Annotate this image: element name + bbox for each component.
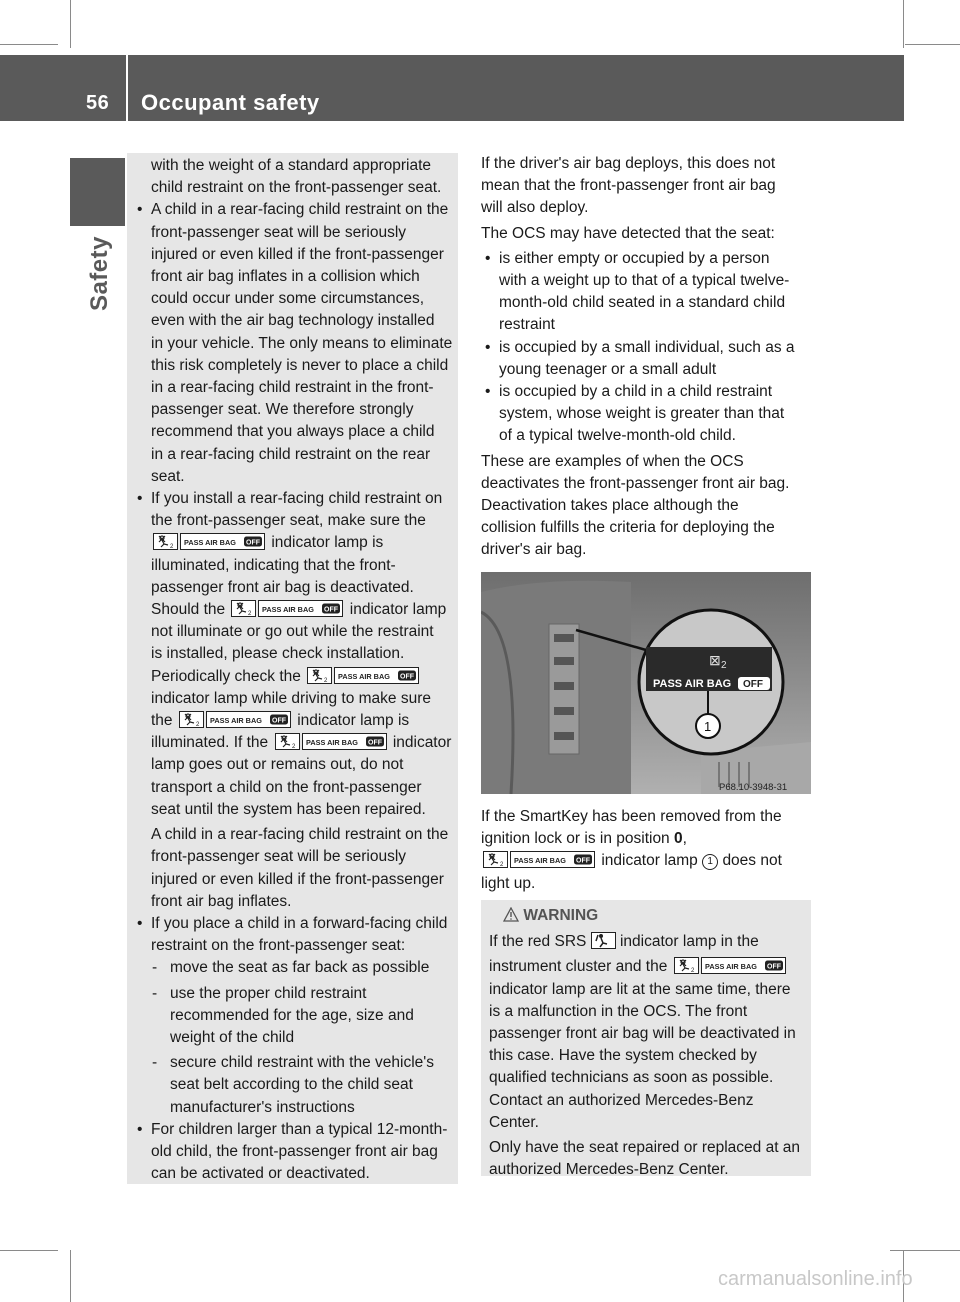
page-number: 56: [86, 92, 110, 114]
list-item: [481, 337, 814, 381]
text-fragment: indicator lamp: [601, 852, 698, 870]
svg-text:OFF: OFF: [367, 739, 382, 747]
text-line: old child, the front-passenger front air bag: [151, 1142, 438, 1160]
text-line: this risk completely is never to place a child: [151, 356, 449, 374]
svg-text:2: 2: [721, 660, 727, 671]
bullet-list: [481, 248, 814, 448]
text-line: of a typical twelve-month-old child.: [499, 427, 736, 445]
dashboard-photo: [481, 572, 811, 794]
text-line: young teenager or a small adult: [499, 360, 717, 378]
text-fragment: instrument cluster and the: [489, 958, 668, 976]
text-line: Contact an authorized Mercedes-Benz: [489, 1091, 754, 1109]
text-line: qualified technicians as soon as possible.: [489, 1069, 774, 1087]
text-line: injured or even killed if the front-passenger: [151, 870, 444, 888]
text-line: If you install a rear-facing child restraint on: [151, 490, 443, 508]
text-line: Deactivation takes place although the: [481, 497, 739, 515]
text-line: illuminated, indicating that the front-: [151, 556, 396, 574]
text-line: seat belt according to the child seat: [170, 1076, 413, 1094]
text-line: seat until the system has been repaired.: [151, 800, 426, 818]
warning-paragraph: [151, 824, 455, 913]
pass-air-bag-off-indicator-icon: [307, 667, 419, 684]
list-item: [133, 199, 455, 488]
warning-title: WARNING: [523, 907, 599, 924]
pass-air-bag-off-indicator-icon: [483, 851, 595, 868]
text-line: front air bag inflates.: [151, 892, 292, 910]
header-divider: [126, 55, 128, 121]
svg-text:1: 1: [704, 719, 712, 734]
svg-text:PASS AIR BAG: PASS AIR BAG: [338, 671, 391, 681]
crop-mark: [0, 1250, 58, 1251]
text-line: is a malfunction in the OCS. The front: [489, 1002, 748, 1020]
svg-text:2: 2: [324, 677, 328, 684]
text-fragment: Should the: [151, 601, 226, 619]
page-header: [0, 55, 904, 121]
svg-text:P68.10-3948-31: P68.10-3948-31: [719, 782, 788, 793]
callout-1-icon: 1: [702, 854, 718, 870]
bullet-icon: •: [485, 338, 491, 356]
text-line: passenger front air bag is deactivated.: [151, 578, 414, 596]
right-column: [481, 153, 814, 562]
text-line: restraint on the front-passenger seat:: [151, 937, 406, 955]
crop-mark: [0, 44, 58, 45]
text-line: lamp goes out or remains out, do not: [151, 756, 404, 774]
crop-mark: [70, 0, 71, 48]
text-line: recommend that you always place a child: [151, 423, 435, 441]
text-line: [151, 732, 455, 754]
pass-air-bag-off-indicator-icon: [153, 533, 265, 550]
text-line: in a rear-facing child restraint in the front-: [151, 379, 434, 397]
text-fragment: the: [151, 712, 173, 730]
crop-mark: [70, 1250, 71, 1302]
text-line: Center.: [489, 1113, 539, 1131]
text-line: this case. Have the system checked by: [489, 1047, 757, 1065]
text-line: If the SmartKey has been removed from the: [481, 808, 782, 825]
text-line: [151, 532, 455, 554]
text-line: use the proper child restraint: [170, 984, 367, 1002]
text-line: These are examples of when the OCS: [481, 452, 744, 470]
text-line: not illuminate or go out while the restraint: [151, 623, 434, 641]
warning-box: [481, 900, 811, 1179]
pass-air-bag-off-indicator-icon: [179, 711, 291, 728]
crop-mark: [890, 1250, 960, 1251]
text-line: is occupied by a child in a child restraint: [499, 383, 773, 401]
pass-air-bag-off-indicator-icon: [275, 733, 387, 750]
text-line: light up.: [481, 874, 536, 892]
text-line: deactivates the front-passenger front air bag.: [481, 474, 790, 492]
text-fragment: indicator: [392, 734, 452, 752]
text-line: passenger seat. We therefore strongly: [151, 401, 414, 419]
text-line: is occupied by a small individual, such as a: [499, 338, 795, 356]
text-line: collision fulfills the criteria for deploying the: [481, 519, 775, 537]
crop-mark: [905, 44, 960, 45]
text-line: front-passenger seat will be seriously: [151, 848, 407, 866]
text-line: front-passenger seat will be seriously: [151, 223, 407, 241]
list-item: [133, 913, 455, 957]
svg-text:PASS AIR BAG: PASS AIR BAG: [704, 962, 757, 972]
text-line: [481, 850, 814, 872]
paragraph: [481, 153, 814, 220]
text-line: recommended for the age, size and: [170, 1006, 414, 1024]
text-line: For children larger than a typical 12-month-: [151, 1120, 448, 1138]
paragraph: The OCS may have detected that the seat:: [481, 224, 775, 242]
warning-body: [489, 1137, 811, 1181]
svg-text:PASS AIR BAG: PASS AIR BAG: [305, 738, 358, 748]
text-line: driver's air bag.: [481, 541, 587, 559]
text-line: even with the air bag technology installed: [151, 312, 435, 330]
text-fragment: indicator lamp is: [271, 534, 384, 552]
list-item: [481, 248, 814, 337]
text-line: transport a child on the front-passenger: [151, 778, 422, 796]
svg-text:OFF: OFF: [766, 963, 781, 971]
bullet-icon: •: [137, 914, 143, 932]
text-line: seat.: [151, 467, 185, 485]
svg-text:2: 2: [690, 968, 694, 975]
dash-item: [133, 983, 455, 1050]
svg-text:PASS AIR BAG: PASS AIR BAG: [514, 856, 566, 866]
svg-text:OFF: OFF: [246, 539, 260, 547]
pass-air-bag-off-indicator-icon: [231, 600, 343, 617]
text-line: system, whose weight is greater than that: [499, 405, 785, 423]
svg-text:OFF: OFF: [271, 717, 286, 725]
bullet-icon: •: [137, 1120, 143, 1138]
pass-air-bag-off-indicator-icon: [674, 957, 786, 974]
text-line: the front-passenger seat, make sure the: [151, 512, 426, 530]
svg-text:PASS AIR BAG: PASS AIR BAG: [209, 716, 262, 726]
text-fragment: indicator lamp: [349, 601, 447, 619]
text-fragment: ignition lock or is in position: [481, 830, 670, 848]
text-line: mean that the front-passenger front air bag: [481, 177, 776, 195]
text-line: [481, 828, 814, 850]
svg-text:PASS AIR BAG: PASS AIR BAG: [184, 538, 236, 548]
text-line: is installed, please check installation.: [151, 645, 405, 663]
dash-icon: -: [152, 984, 158, 1002]
warning-content: [489, 905, 811, 1181]
text-line: authorized Mercedes-Benz Center.: [489, 1161, 729, 1179]
text-line: If you place a child in a forward-facing child: [151, 914, 448, 932]
text-line: [489, 931, 811, 956]
text-line: front air bag inflates in a collision which: [151, 268, 420, 286]
text-line: A child in a rear-facing child restraint on the: [151, 201, 449, 219]
text-line: could occur under some circumstances,: [151, 290, 425, 308]
svg-text:2: 2: [500, 862, 504, 869]
left-column: [133, 155, 455, 1185]
text-fragment: indicator lamp is: [297, 712, 410, 730]
bullet-icon: •: [485, 383, 491, 401]
text-line: [151, 599, 455, 621]
text-line: Only have the seat repaired or replaced at an: [489, 1139, 801, 1157]
text-line: is either empty or occupied by a person: [499, 249, 770, 267]
text-fragment: Periodically check the: [151, 667, 301, 685]
dash-item: [133, 957, 455, 979]
text-line: injured or even killed if the front-passenger: [151, 245, 444, 263]
list-item: [133, 488, 455, 913]
svg-text:2: 2: [291, 744, 295, 751]
text-line: If the driver's air bag deploys, this does not: [481, 155, 776, 172]
text-line: with a weight up to that of a typical twelve-: [499, 272, 790, 290]
srs-warning-lamp-icon: [591, 932, 616, 956]
svg-text:OFF: OFF: [743, 679, 763, 690]
watermark: carmanualsonline.info: [718, 1268, 913, 1290]
text-line: [151, 666, 455, 688]
list-item: [133, 1119, 455, 1186]
paragraph: [481, 451, 814, 562]
intro-paragraph: with the weight of a standard appropriate child restraint on the front-passenger seat.: [151, 157, 442, 197]
text-line: secure child restraint with the vehicle's: [170, 1054, 434, 1072]
svg-text:OFF: OFF: [576, 857, 590, 865]
text-line: [151, 710, 455, 732]
text-line: weight of the child: [170, 1028, 295, 1046]
text-line: indicator lamp are lit at the same time, there: [489, 980, 791, 998]
svg-text:2: 2: [248, 611, 252, 618]
text-line: A child in a rear-facing child restraint on the: [151, 826, 449, 844]
text-line: [489, 956, 811, 978]
text-line: restraint: [499, 316, 555, 334]
list-item: [481, 381, 814, 448]
section-label: Safety: [86, 236, 113, 312]
bullet-icon: •: [137, 201, 143, 219]
warning-body: [489, 979, 811, 1134]
text-line: indicator lamp while driving to make sure: [151, 689, 431, 707]
text-fragment: ,: [682, 830, 687, 848]
svg-text:PASS AIR BAG: PASS AIR BAG: [262, 605, 315, 615]
svg-text:OFF: OFF: [324, 606, 339, 614]
position-value: 0: [674, 830, 683, 848]
warning-heading: [503, 905, 811, 929]
text-line: can be activated or deactivated.: [151, 1165, 370, 1183]
text-fragment: does not: [722, 852, 782, 870]
svg-text:⊠: ⊠: [709, 652, 721, 668]
svg-text:2: 2: [170, 544, 174, 551]
section-tab-block: [70, 158, 125, 226]
text-fragment: illuminated. If the: [151, 734, 269, 752]
svg-text:OFF: OFF: [400, 673, 415, 681]
dash-icon: -: [152, 959, 158, 977]
warning-triangle-icon: [503, 907, 519, 929]
text-line: month-old child seated in a standard child: [499, 294, 786, 312]
crop-mark: [903, 0, 904, 48]
smartkey-paragraph: [481, 806, 814, 895]
bullet-icon: •: [485, 249, 491, 267]
text-fragment: If the red SRS: [489, 933, 587, 951]
dash-icon: -: [152, 1054, 158, 1072]
page-title: Occupant safety: [141, 90, 320, 115]
dash-item: [133, 1052, 455, 1119]
svg-text:2: 2: [195, 722, 200, 729]
dash-list: [133, 957, 455, 1118]
text-line: will also deploy.: [481, 199, 589, 217]
text-fragment: indicator lamp in the: [619, 933, 759, 951]
bullet-icon: •: [137, 490, 143, 508]
text-line: manufacturer's instructions: [170, 1098, 355, 1116]
text-line: in your vehicle. The only means to eliminate: [151, 334, 453, 352]
text-line: move the seat as far back as possible: [170, 959, 430, 977]
svg-text:PASS AIR BAG: PASS AIR BAG: [653, 678, 732, 690]
text-line: in a rear-facing child restraint on the rear: [151, 445, 431, 463]
text-line: passenger front air bag will be deactivated in: [489, 1025, 796, 1043]
